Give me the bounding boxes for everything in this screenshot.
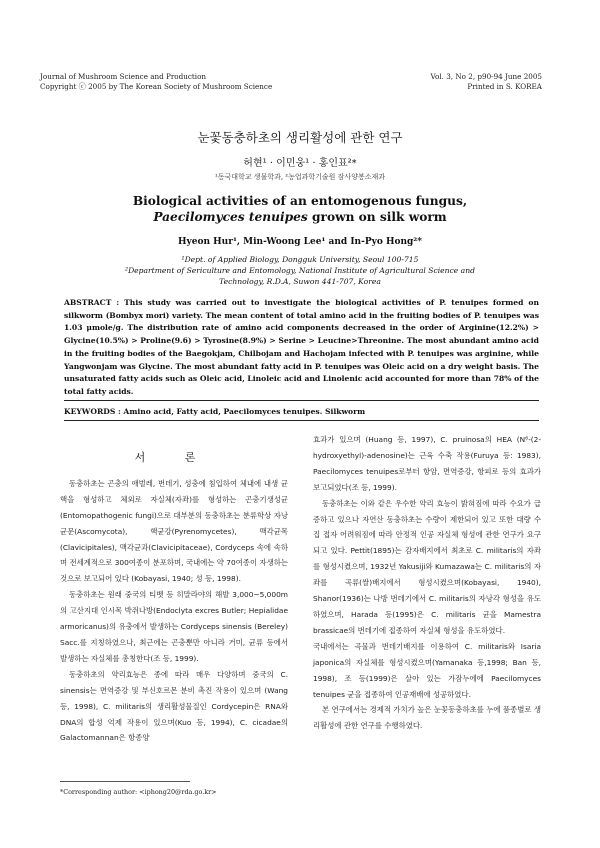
english-title-line1: Biological activities of an entomogenous fungus,: [132, 194, 468, 208]
english-title-line2-rest: grown on silk worm: [307, 210, 447, 224]
right-paragraph: 본 연구에서는 경제적 가치가 높은 눈꽃동충하초를 누에 품종별로 생리활성에 관한 연구를 수행하였다.: [313, 705, 541, 731]
english-authors: Hyeon Hur¹, Min-Woong Lee¹ and In-Pyo Hong²*: [178, 237, 422, 247]
corresponding-author-footnote: *Corresponding author: <iphong20@rda.go.kr>: [60, 788, 217, 796]
footnote-rule: [60, 781, 190, 782]
english-affiliation: [100, 254, 500, 287]
left-column: [60, 450, 288, 746]
right-paragraph: 효과가 있으며 (Huang 등, 1997), C. pruinosa의 HEA (N⁶-(2-hydroxyethyl)-adenosine)는 근육 수축 작용(Furuya 등: 1983), Paecilomyces tenuipes로부터 항암, 면역증강, 항피로 등의 효과가 보고되었다(조 등, 1999).: [313, 435, 541, 492]
journal-header-right: [431, 72, 543, 92]
journal-header-left: [40, 72, 272, 92]
left-paragraph: 동충하초는 원래 중국의 티벳 등 히말라야의 해발 3,000~5,000m의 고산지대 인시목 박쥐나방(Endoclyta excres Butler; Hepialidae armoricanus)의 유충에서 발생하는 Cordyceps sinensis (Bereley) Sacc.를 지칭하였으나, 최근에는 곤충뿐만 아니라 거미, 균류 등에서 발생하는 자실체를 총칭한다(조 등, 1999).: [60, 590, 288, 663]
printed-in: Printed in S. KOREA: [467, 82, 542, 91]
journal-name: Journal of Mushroom Science and Production: [40, 72, 207, 81]
right-column: [313, 432, 541, 734]
right-paragraph: 동충하초는 이와 같은 우수한 약리 효능이 밝혀짐에 따라 수요가 급증하고 있으나 자연산 동충하초는 수량이 제한되어 있고 또한 대량 수집 접자 어려워짐에 따라 안정적 인공 자실체 형성에 관한 연구가 요구되고 있다. Pettit(1895)는 감자배지에서 최초로 C. militaris의 자좌를 형성시켰으며, 1932년 Yakusiji와 Kumazawa는 C. militaris의 자좌를 곡류(쌀)배지에서 형성시켰으며(Kobayasi, 1940), Shanor(1936)는 나방 번데기에서 C. militaris의 자낭각 형성을 유도하였으며, Harada 등(1995)은 C. militaris 균을 Mamestra brassicae의 번데기에 접종하여 자실체 형성을 유도하였다.: [313, 498, 541, 635]
english-title-line2: [0, 209, 600, 225]
keywords-top-rule: [64, 400, 539, 401]
keywords-bottom-rule: [64, 420, 539, 421]
left-paragraph: 동충하초는 곤충의 애벌레, 번데기, 성충에 침입하여 체내에 내생 균핵을 형성하고 체외로 자실체(자좌)를 형성하는 곤충기생성균(Entomopathogenic fungi)으로 대부분의 동충하초는 분류학상 자낭균문(Ascomycota), 핵균강(Pyrenomycetes), 맥각균목 (Clavicipitales), 맥각균과(Clavicipitaceae), Cordyceps 속에 속하며 전세계적으로 300여종이 분포하며, 국내에는 약 70여종이 자생하는 것으로 보고되어 있다 (Kobayasi, 1940; 성 등, 1998).: [60, 478, 288, 584]
abstract: ABSTRACT : This study was carried out to investigate the biological activities of P. tenuipes formed on silkworm (Bombyx mori) variety. The mean content of total amino acid in the fruiting bodies of P. tenuipes was 1.03 μmole/g. The distribution rate of amino acid components decreased in the order of Arginine(12.2%) > Glycine(10.5%) > Proline(9.6) > Tyrosine(8.9%) > Serine > Leucine>Threonine. The most abundant amino acid in the fruiting bodies of the Baegokjam, Chilbojam and Hachojam infected with P. tenuipes was arginine, while Yangwonjam was Glycine. The most abundant fatty acid in P. tenuipes was Oleic acid on a dry weight basis. The unsaturated fatty acids such as Oleic acid, Linoleic acid and Linolenic acid accounted for more than 78% of the total fatty acids.: [64, 298, 539, 396]
korean-affiliation: ¹동국대학교 생물학과, ²농업과학기술원 잠사양봉소재과: [214, 173, 386, 181]
affiliation-line1: ¹Dept. of Applied Biology, Dongguk University, Seoul 100-715: [181, 255, 419, 264]
left-paragraph: 동충하초의 약리효능은 종에 따라 매우 다양하며 중국의 C. sinensis는 면역증강 및 부신호르몬 분비 촉진 작용이 있으며 (Wang 등, 1998), C. militaris의 생리활성물질인 Cordycepin은 RNA와 DNA의 합성 억제 작용이 있으며(Kuo 등, 1994), C. cicadae의 Galactomannan은 항종양: [60, 669, 288, 743]
right-paragraph: 국내에서는 곡물과 번데기배지를 이용하여 C. militaris와 Isaria japonica의 자실체를 형성시켰으며(Yamanaka 등,1998; Ban 등, 1998), 조 등(1999)은 살아 있는 가잠누에에 Paecilomyces tenuipes 균을 접종하여 인공재배에 성공하였다.: [313, 641, 541, 699]
affiliation-line3: Technology, R.D.A, Suwon 441-707, Korea: [219, 277, 381, 286]
english-title: [0, 193, 600, 225]
korean-authors: 허현¹ · 이민웅¹ · 홍인표²*: [243, 158, 357, 169]
affiliation-line2: ²Department of Sericulture and Entomology, National Institute of Agricultural Science and: [125, 266, 475, 275]
section-heading: 서 론: [134, 451, 214, 464]
species-name: Paecilomyces tenuipes: [153, 210, 308, 224]
korean-title: 눈꽃동충하초의 생리활성에 관한 연구: [197, 130, 403, 145]
keywords: KEYWORDS : Amino acid, Fatty acid, Paecilomyces tenuipes. Silkworm: [64, 407, 366, 416]
volume-info: Vol. 3, No 2, p90-94 June 2005: [430, 72, 542, 81]
copyright-line: Copyright ⓒ 2005 by The Korean Society of Mushroom Science: [40, 82, 273, 91]
